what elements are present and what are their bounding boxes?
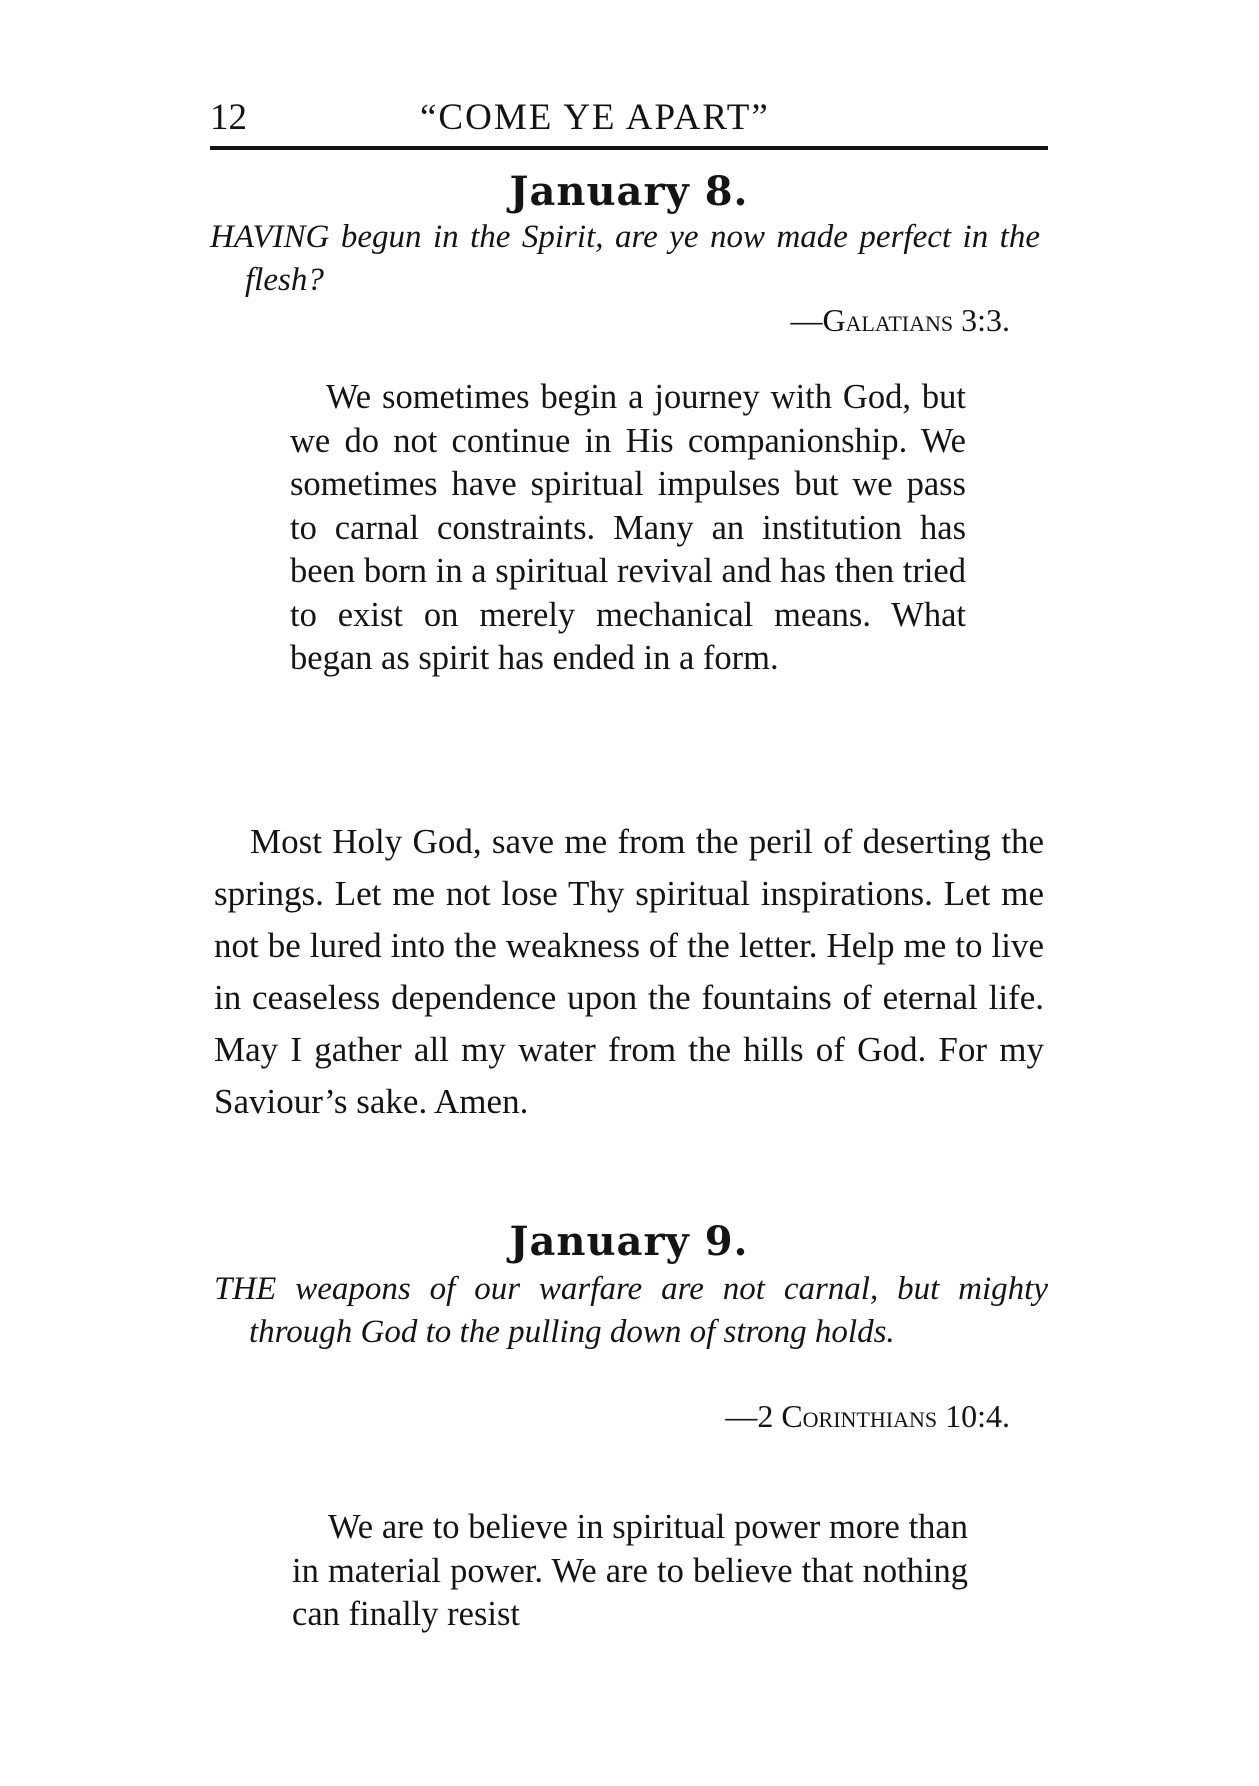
- scripture-citation-january-9: —2 Corinthians 10:4.: [725, 1398, 1010, 1434]
- page-number: 12: [210, 97, 247, 138]
- entry-date-january-8: January 8.: [509, 168, 749, 215]
- scripture-citation-january-8: —Galatians 3:3.: [790, 302, 1010, 338]
- entry-date-january-9: January 9.: [509, 1218, 749, 1265]
- meditation-paragraph-january-8: We sometimes begin a journey with God, but we do not continue in His companionship. We sometimes have spiritual impulses but we pass to carnal constraints. Many an institution has been born in a spiritual revival and has then tried to exist on merely mechanical means. What began as spirit has ended in a form.: [290, 378, 966, 677]
- running-title: “COME YE APART”: [420, 97, 770, 138]
- prayer-paragraph-january-8: Most Holy God, save me from the peril of deserting the springs. Let me not lose Thy spiritual inspirations. Let me not be lured into the weakness of the letter. Help me to live in ceaseless dependence upon the fountains of eternal life. May I gather all my water from the hills of God. For my Saviour’s sake. Amen.: [214, 822, 1044, 1121]
- meditation-paragraph-january-9: We are to believe in spiritual power more than in material power. We are to believe that nothing can finally resist: [292, 1508, 968, 1633]
- page-header: [210, 96, 1048, 150]
- scripture-verse-january-9: THE weapons of our warfare are not carnal, but mighty through God to the pulling down of strong holds.: [214, 1271, 1048, 1350]
- scripture-verse-january-8: HAVING begun in the Spirit, are ye now made perfect in the flesh?: [210, 219, 1040, 298]
